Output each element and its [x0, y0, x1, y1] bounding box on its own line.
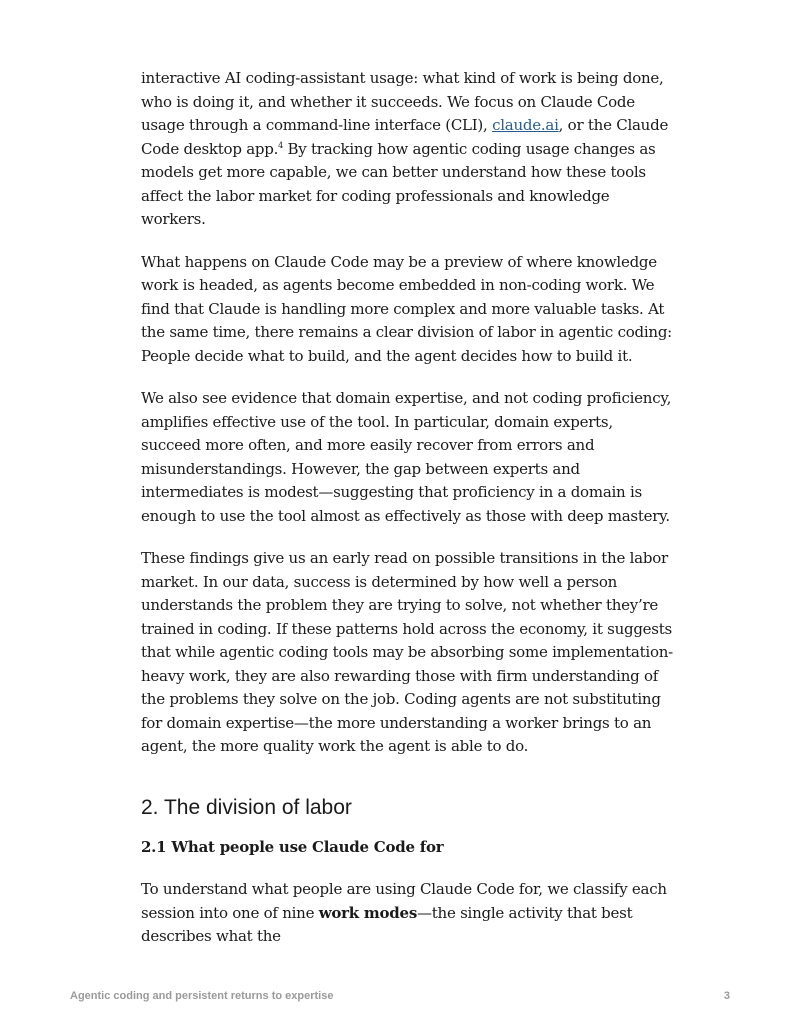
paragraph-domain-expertise: We also see evidence that domain expertise, and not coding proficiency, amplifies effective use of the tool. In particular, domain experts, succeed more often, and more easily recover from errors and misunderstandings. However, the gap between experts and intermediates is modest—suggesting that proficiency in a domain is enough to use the tool almost as effectively as those with deep mastery. [141, 389, 672, 525]
footer-title: Agentic coding and persistent returns to expertise [70, 990, 334, 1002]
paragraph-intro [141, 67, 673, 232]
paragraph-findings: These findings give us an early read on possible transitions in the labor market. In our data, success is determined by how well a person understands the problem they are trying to solve, not whether they’re trained in coding. If these patterns hold across the economy, it suggests that while agentic coding tools may be absorbing some implementation-heavy work, they are also rewarding those with firm understanding of the problems they solve on the job. Coding agents are not substituting for domain expertise—the more understanding a worker brings to an agent, the more quality work the agent is able to do. [141, 549, 673, 755]
paragraph-preview: What happens on Claude Code may be a preview of where knowledge work is headed, as agents become embedded in non-coding work. We find that Claude is handling more complex and more valuable tasks. At the same time, there remains a clear division of labor in agentic coding: People decide what to build, and the agent decides how to build it. [141, 252, 672, 365]
paragraph-work-modes [141, 878, 673, 949]
paragraph-work-modes-text-start: To understand what people are using Claude Code for, we classify each session into one of nine [141, 880, 667, 922]
claude-ai-link[interactable]: claude.ai [492, 116, 559, 134]
paragraph-intro-text-start: interactive AI coding-assistant usage: what kind of work is being done, who is doing it, and whether it succeeds. We focus on Claude Code usage through a command-line interface (CLI), [141, 69, 664, 134]
section-heading: 2. The division of labor [141, 795, 352, 819]
page-footer [70, 990, 730, 1004]
page-number: 3 [723, 990, 730, 1002]
subsection-heading: 2.1 What people use Claude Code for [141, 837, 444, 856]
footnote-marker[interactable]: 4 [278, 140, 283, 150]
body-content [141, 67, 673, 968]
paragraph-intro-text-middle: , or the Claude Code desktop app. [141, 116, 669, 158]
work-modes-term: work modes [318, 903, 418, 922]
paragraph-work-modes-text-end: —the single activity that best describes what the [141, 903, 633, 945]
paragraph-intro-text-end: By tracking how agentic coding usage changes as models get more capable, we can better understand how these tools affect the labor market for coding professionals and knowledge workers. [141, 139, 656, 228]
